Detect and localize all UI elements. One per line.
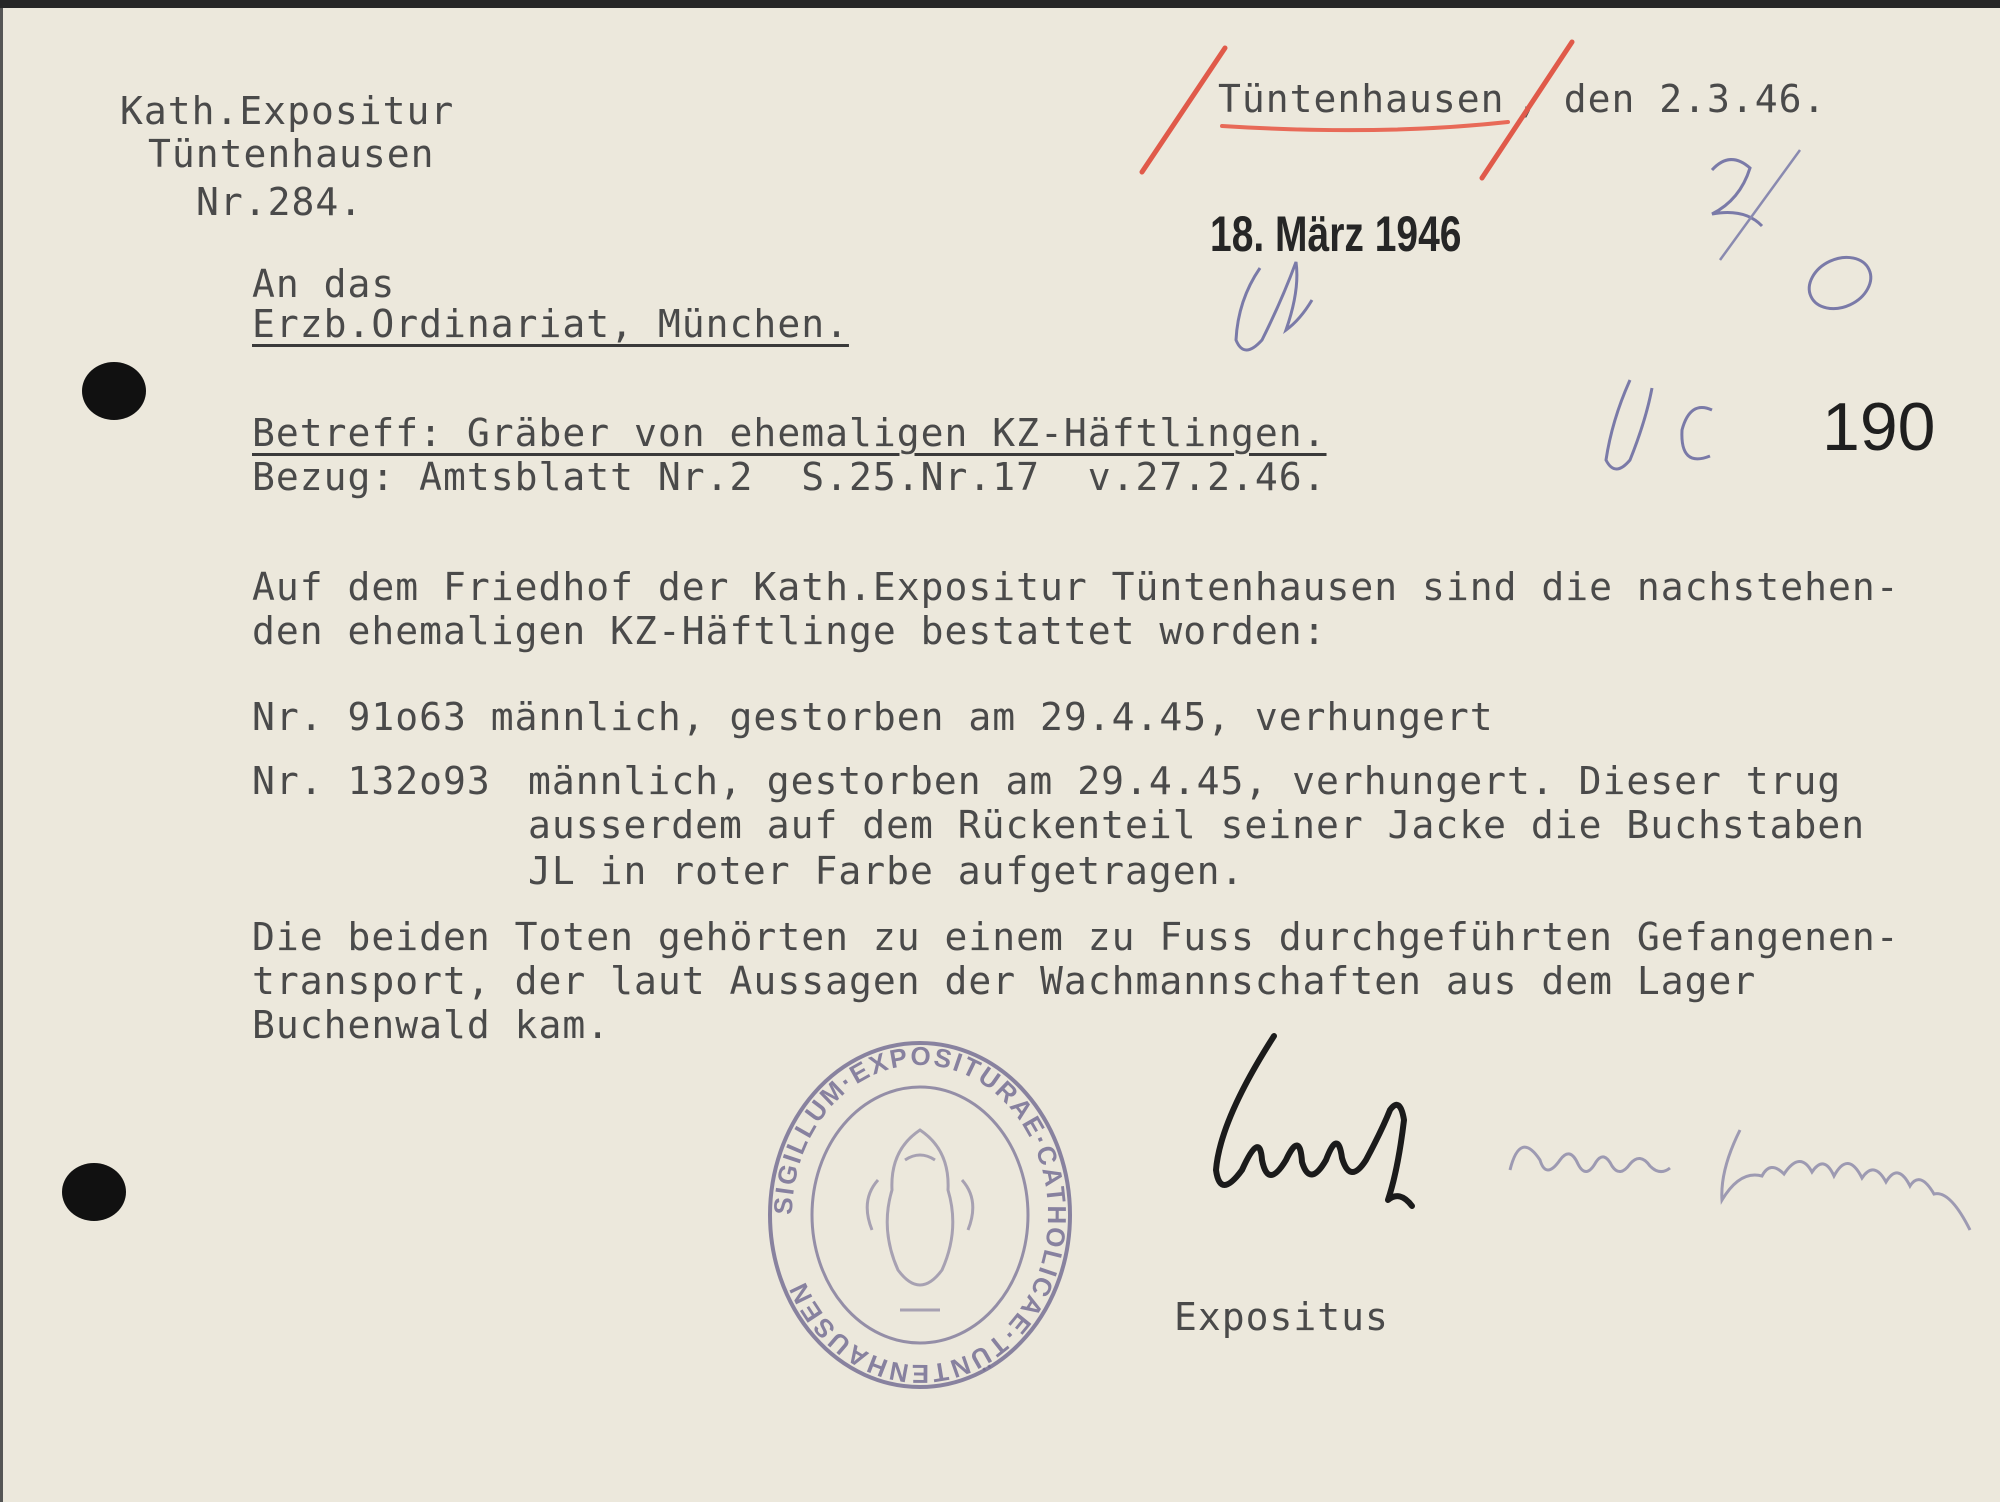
- file-number: 190: [1822, 389, 1936, 465]
- sender-number: Nr.284.: [196, 180, 364, 224]
- subject-betreff: Betreff: Gräber von ehemaligen KZ-Häftlingen.: [252, 411, 1327, 455]
- svg-text:SIGILLUM·EXPOSITURAE·CATHOLICA: SIGILLUM·EXPOSITURAE·CATHOLICAE·TÜNTENHAUSEN: [767, 1040, 1073, 1390]
- entry-2-label: Nr. 132o93: [252, 759, 491, 803]
- signature: [1150, 1010, 1450, 1230]
- punch-hole-bottom: [62, 1163, 126, 1221]
- sender-line1: Kath.Expositur: [120, 89, 455, 133]
- closing-line3: Buchenwald kam.: [252, 1003, 611, 1047]
- body-intro-line2: den ehemaligen KZ-Häftlinge bestattet worden:: [252, 609, 1327, 653]
- entry-1: Nr. 91o63 männlich, gestorben am 29.4.45, verhungert: [252, 695, 1494, 739]
- signature-title: Expositus: [1174, 1295, 1389, 1339]
- subject-bezug: Bezug: Amtsblatt Nr.2 S.25.Nr.17 v.27.2.46.: [252, 455, 1327, 499]
- closing-line1: Die beiden Toten gehörten zu einem zu Fuss durchgeführten Gefangenen-: [252, 915, 1900, 959]
- received-date-stamp: 18. März 1946: [1210, 206, 1462, 262]
- pencil-note: [1500, 1090, 2000, 1250]
- entry-2-line2: ausserdem auf dem Rückenteil seiner Jacke die Buchstaben: [528, 803, 1866, 847]
- entry-2-line3: JL in roter Farbe aufgetragen.: [528, 849, 1245, 893]
- sender-line2: Tüntenhausen: [148, 132, 435, 176]
- body-intro-line1: Auf dem Friedhof der Kath.Expositur Tüntenhausen sind die nachstehen-: [252, 565, 1900, 609]
- recipient-line1: An das: [252, 262, 396, 306]
- letter-place: Tüntenhausen: [1218, 77, 1505, 121]
- official-seal: [760, 1030, 1080, 1400]
- entry-2-line1: männlich, gestorben am 29.4.45, verhungert. Dieser trug: [528, 759, 1842, 803]
- closing-line2: transport, der laut Aussagen der Wachmannschaften aus dem Lager: [252, 959, 1757, 1003]
- letter-date: , den 2.3.46.: [1516, 77, 1827, 121]
- recipient-line2: Erzb.Ordinariat, München.: [252, 302, 849, 346]
